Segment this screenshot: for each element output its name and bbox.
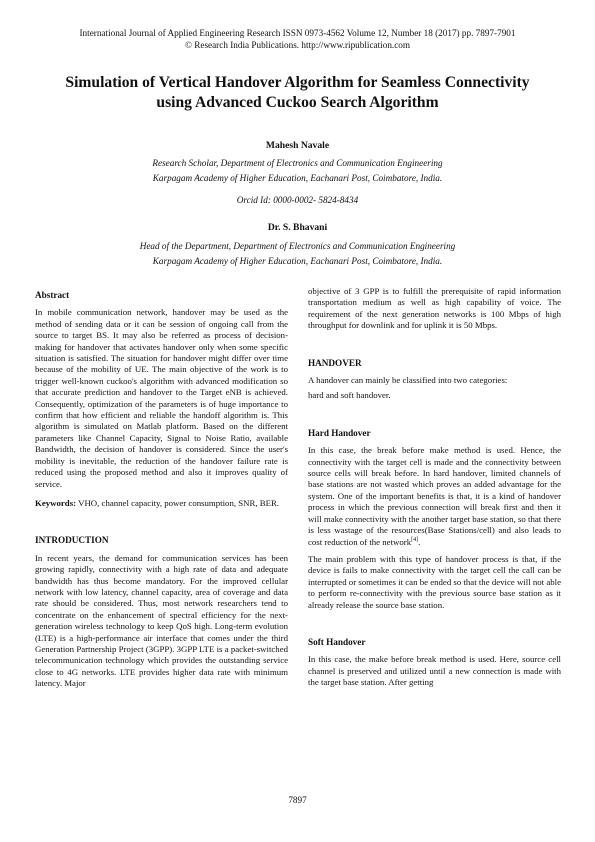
handover-text-line1: A handover can mainly be classified into two categories:	[308, 375, 508, 386]
page-number: 7897	[288, 795, 307, 805]
left-column	[35, 290, 288, 690]
introduction-continued: objective of 3 GPP is to fulfill the prerequisite of rapid information transportation medium as well as high capability of voice. The requirement of the next generation networks is 100 Mbps of high throughput for downlink and for uplink it is 50 Mbps.	[308, 286, 561, 331]
keywords-text: VHO, channel capacity, power consumption, SNR, BER.	[76, 497, 280, 508]
keywords	[35, 498, 288, 509]
author1-orcid: Orcid Id: 0000-0002- 5824-8434	[236, 195, 359, 205]
journal-header-line1: International Journal of Applied Engineering Research ISSN 0973-4562 Volume 12, Number 18 (2017) pp. 7897-7901	[79, 28, 516, 38]
soft-handover-text: In this case, the make before break method is used. Here, source cell channel is preserved and utilized until a new connection is made with the target base station. After getting	[308, 654, 561, 688]
abstract-text: In mobile communication network, handover may be used as the method of sending data or it can be session of ongoing call from the source to target BS. It may also be referred as process of decision-making for handover that activates handover only when some specific situation is satisfied. The situation for handover might differ over time because of the mobility of UE. The main objective of the work is to trigger well-known cuckoo's algorithm with advanced modification so that accurate prediction and handover to the Target eNB is achieved. Consequently, optimization of the parameters is of huge importance to confirm that how efficient and reliable the handoff algorithm is. This algorithm is simulated on Matlab platform. Based on the different parameters like Channel Capacity, Signal to Noise Ratio, available Bandwidth, the decision of handover is considered. Since the user's mobility is inevitable, the reduction of the handover failure rate is reduced using the proposed method and also it improves quality of service.	[35, 307, 288, 489]
hard-handover-heading: Hard Handover	[308, 427, 371, 438]
right-column	[308, 286, 561, 689]
paper-title-line1: Simulation of Vertical Handover Algorithm for Seamless Connectivity	[65, 74, 530, 91]
author2-name: Dr. S. Bhavani	[267, 222, 328, 233]
author2-affiliation	[40, 239, 555, 269]
handover-heading: HANDOVER	[308, 357, 362, 368]
paper-title-line2: using Advanced Cuckoo Search Algorithm	[156, 94, 439, 111]
author1-affiliation	[40, 156, 555, 186]
introduction-heading: INTRODUCTION	[35, 535, 109, 546]
abstract-heading: Abstract	[35, 290, 70, 300]
hard-handover-text-body: In this case, the break before make method is used. Hence, the connectivity with the target cell is made and the connectivity between source cells will break before. In hard handover, limited channels of base stations are not wasted which proves an added advantage for the system. One of the important benefits is that, it is a kind of handover process in which the previous connection will break first and then it will make connectivity with the another target base station, so that there is less wastage of the resources(Base Stations/cell) and also leads to cost reduction of the network	[308, 445, 561, 547]
hard-handover-text-end: .	[418, 536, 421, 547]
journal-header	[0, 27, 595, 51]
handover-text-line2: hard and soft handover.	[308, 390, 391, 401]
author2-aff-line1: Head of the Department, Department of Electronics and Communication Engineering	[139, 241, 456, 251]
keywords-label: Keywords:	[35, 497, 77, 508]
author1-aff-line1: Research Scholar, Department of Electronics and Communication Engineering	[152, 158, 443, 168]
journal-header-line2: © Research India Publications. http://www.ripublication.com	[184, 40, 411, 50]
author2-aff-line2: Karpagam Academy of Higher Education, Eachanari Post, Coimbatore, India.	[152, 256, 443, 266]
author1-aff-line2: Karpagam Academy of Higher Education, Eachanari Post, Coimbatore, India.	[152, 173, 443, 183]
reference-citation: [4]	[411, 536, 419, 543]
author1-name: Mahesh Navale	[265, 140, 330, 151]
soft-handover-heading: Soft Handover	[308, 636, 366, 647]
introduction-text: In recent years, the demand for communication services has been growing rapidly, connectivity with a high rate of data and adequate bandwidth has thus become mandatory. For the improved cellular network with low latency, channel capacity, area of coverage and data rate should be considered. Thus, most network researchers tend to concentrate on the enhancement of spectral efficiency for the next-generation wireless technology to keep QoS high. Long-term evolution (LTE) is a high-performance air interface that comes under the third Generation Partnership Project (3GPP). 3GPP LTE is a packet-switched telecommunication technology which provides the outstanding service close to 4G networks. LTE provides higher data rate with minimum latency. Major	[35, 552, 288, 689]
hard-handover-problem-text: The main problem with this type of handover process is that, if the device is fails to make connectivity with the target cell the call can be interrupted or sometimes it can be ended so that the device will not able to perform re-connectivity with the previous source base station as it already release the source base station.	[308, 553, 561, 610]
hard-handover-text	[308, 445, 561, 548]
paper-title	[40, 73, 555, 113]
